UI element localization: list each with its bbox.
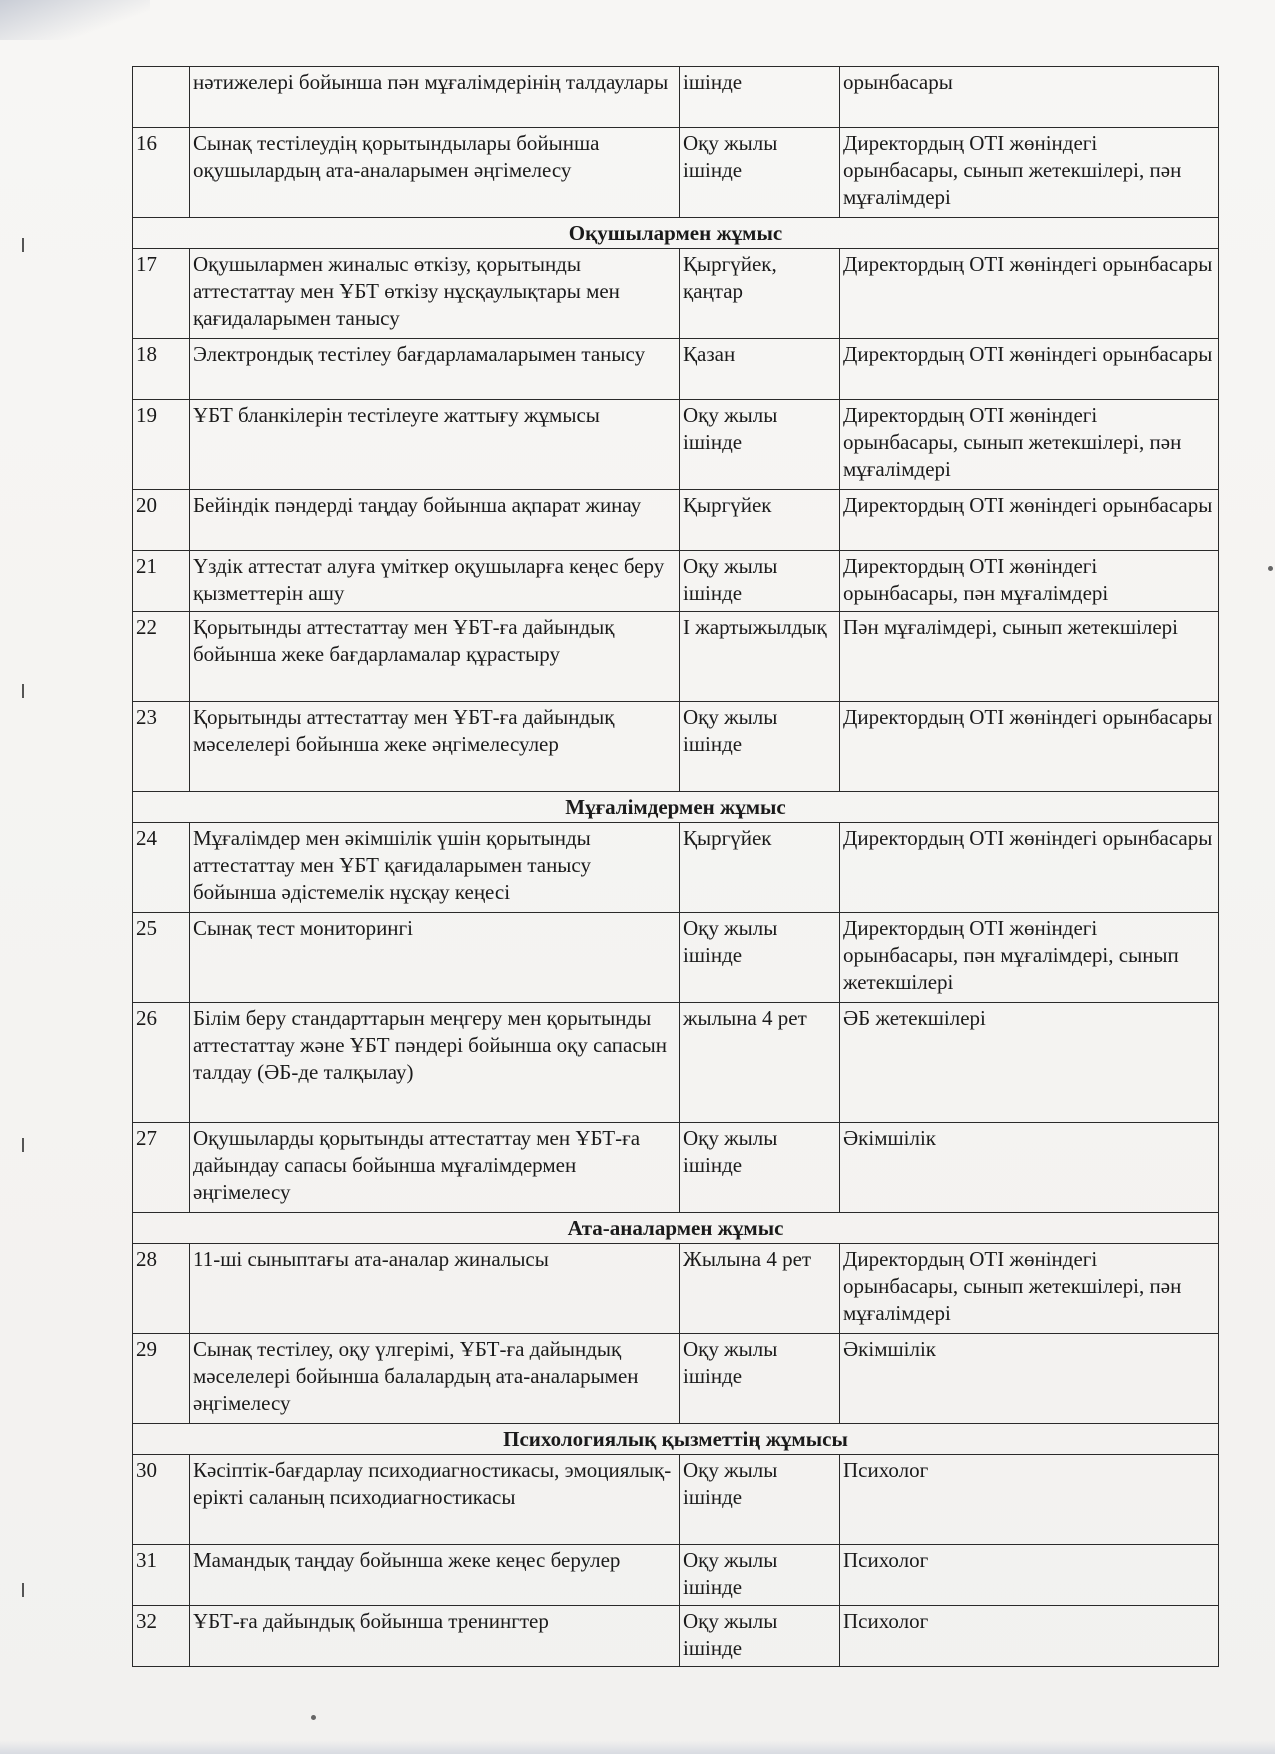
timeframe-cell: Оқу жылы ішінде <box>680 1123 840 1213</box>
responsible-cell: Директордың ОТІ жөніндегі орынбасары, пән мұғалімдері <box>840 551 1219 612</box>
responsible-cell: Әкімшілік <box>840 1123 1219 1213</box>
timeframe-cell: І жартыжылдық <box>680 612 840 702</box>
scan-shadow <box>0 0 150 40</box>
timeframe-cell: Оқу жылы ішінде <box>680 551 840 612</box>
task-cell: ҰБТ бланкілерін тестілеуге жаттығу жұмысы <box>190 400 680 490</box>
work-plan-body <box>133 67 1219 1667</box>
timeframe-cell: Қыргүйек <box>680 490 840 551</box>
table-row <box>133 823 1219 913</box>
timeframe-cell: Оқу жылы ішінде <box>680 128 840 218</box>
margin-mark <box>22 684 24 698</box>
row-number: 21 <box>133 551 190 612</box>
table-row <box>133 551 1219 612</box>
responsible-cell: Психолог <box>840 1606 1219 1667</box>
scan-speck <box>311 1715 316 1720</box>
table-row <box>133 128 1219 218</box>
task-cell: Қорытынды аттестаттау мен ҰБТ-ға дайындық бойынша жеке бағдарламалар құрастыру <box>190 612 680 702</box>
timeframe-cell: Жылына 4 рет <box>680 1244 840 1334</box>
task-cell: Білім беру стандарттарын меңгеру мен қорытынды аттестаттау және ҰБТ пәндері бойынша оқу сапасын талдау (ӘБ-де талқылау) <box>190 1003 680 1123</box>
table-row <box>133 339 1219 400</box>
table-row <box>133 1334 1219 1424</box>
timeframe-cell: Оқу жылы ішінде <box>680 702 840 792</box>
section-header-row <box>133 1213 1219 1244</box>
table-row <box>133 249 1219 339</box>
table-row <box>133 702 1219 792</box>
table-row <box>133 400 1219 490</box>
section-title: Мұғалімдермен жұмыс <box>133 792 1219 823</box>
scan-speck <box>1268 566 1273 571</box>
responsible-cell: Психолог <box>840 1545 1219 1606</box>
row-number: 20 <box>133 490 190 551</box>
section-title: Оқушылармен жұмыс <box>133 218 1219 249</box>
task-cell: нәтижелері бойынша пән мұғалімдерінің талдаулары <box>190 67 680 128</box>
timeframe-cell: Қазан <box>680 339 840 400</box>
responsible-cell: Директордың ОТІ жөніндегі орынбасары, пән мұғалімдері, сынып жетекшілері <box>840 913 1219 1003</box>
task-cell: Оқушылармен жиналыс өткізу, қорытынды аттестаттау мен ҰБТ өткізу нұсқаулықтары мен қағидаларымен танысу <box>190 249 680 339</box>
task-cell: Мұғалімдер мен әкімшілік үшін қорытынды аттестаттау мен ҰБТ қағидаларымен танысу бойынша әдістемелік нұсқау кеңесі <box>190 823 680 913</box>
timeframe-cell: Оқу жылы ішінде <box>680 1455 840 1545</box>
row-number: 23 <box>133 702 190 792</box>
row-number: 32 <box>133 1606 190 1667</box>
row-number: 24 <box>133 823 190 913</box>
row-number: 29 <box>133 1334 190 1424</box>
responsible-cell: Директордың ОТІ жөніндегі орынбасары <box>840 490 1219 551</box>
timeframe-cell: Қыргүйек <box>680 823 840 913</box>
row-number: 17 <box>133 249 190 339</box>
timeframe-cell: ішінде <box>680 67 840 128</box>
task-cell: Сынақ тестілеудің қорытындылары бойынша оқушылардың ата-аналарымен әңгімелесу <box>190 128 680 218</box>
table-row <box>133 67 1219 128</box>
table-row <box>133 1123 1219 1213</box>
timeframe-cell: Оқу жылы ішінде <box>680 1334 840 1424</box>
responsible-cell: Директордың ОТІ жөніндегі орынбасары, сынып жетекшілері, пән мұғалімдері <box>840 400 1219 490</box>
responsible-cell: Психолог <box>840 1455 1219 1545</box>
table-row <box>133 1606 1219 1667</box>
margin-mark <box>22 1138 24 1152</box>
timeframe-cell: жылына 4 рет <box>680 1003 840 1123</box>
task-cell: Бейіндік пәндерді таңдау бойынша ақпарат жинау <box>190 490 680 551</box>
scan-bottom-edge <box>0 1740 1275 1754</box>
section-header-row <box>133 1424 1219 1455</box>
work-plan-table <box>132 66 1219 1667</box>
task-cell: Кәсіптік-бағдарлау психодиагностикасы, эмоциялық-ерікті саланың психодиагностикасы <box>190 1455 680 1545</box>
timeframe-cell: Оқу жылы ішінде <box>680 913 840 1003</box>
responsible-cell: орынбасары <box>840 67 1219 128</box>
table-row <box>133 612 1219 702</box>
table-row <box>133 1545 1219 1606</box>
task-cell: Үздік аттестат алуға үміткер оқушыларға кеңес беру қызметтерін ашу <box>190 551 680 612</box>
row-number: 19 <box>133 400 190 490</box>
responsible-cell: Директордың ОТІ жөніндегі орынбасары, сынып жетекшілері, пән мұғалімдері <box>840 1244 1219 1334</box>
table-row <box>133 490 1219 551</box>
row-number: 22 <box>133 612 190 702</box>
responsible-cell: Директордың ОТІ жөніндегі орынбасары <box>840 339 1219 400</box>
table-row <box>133 1455 1219 1545</box>
row-number: 26 <box>133 1003 190 1123</box>
row-number: 31 <box>133 1545 190 1606</box>
responsible-cell: Пән мұғалімдері, сынып жетекшілері <box>840 612 1219 702</box>
row-number: 18 <box>133 339 190 400</box>
timeframe-cell: Оқу жылы ішінде <box>680 1545 840 1606</box>
section-title: Ата-аналармен жұмыс <box>133 1213 1219 1244</box>
timeframe-cell: Қыргүйек, қаңтар <box>680 249 840 339</box>
margin-mark <box>22 238 24 252</box>
row-number: 30 <box>133 1455 190 1545</box>
task-cell: Сынақ тестілеу, оқу үлгерімі, ҰБТ-ға дайындық мәселелері бойынша балалардың ата-аналарымен әңгімелесу <box>190 1334 680 1424</box>
row-number: 16 <box>133 128 190 218</box>
responsible-cell: ӘБ жетекшілері <box>840 1003 1219 1123</box>
responsible-cell: Директордың ОТІ жөніндегі орынбасары <box>840 249 1219 339</box>
responsible-cell: Әкімшілік <box>840 1334 1219 1424</box>
responsible-cell: Директордың ОТІ жөніндегі орынбасары <box>840 823 1219 913</box>
section-title: Психологиялық қызметтің жұмысы <box>133 1424 1219 1455</box>
task-cell: Оқушыларды қорытынды аттестаттау мен ҰБТ-ға дайындау сапасы бойынша мұғалімдермен әңгімелесу <box>190 1123 680 1213</box>
task-cell: Мамандық таңдау бойынша жеке кеңес берулер <box>190 1545 680 1606</box>
table-row <box>133 913 1219 1003</box>
task-cell: Қорытынды аттестаттау мен ҰБТ-ға дайындық мәселелері бойынша жеке әңгімелесулер <box>190 702 680 792</box>
task-cell: Электрондық тестілеу бағдарламаларымен танысу <box>190 339 680 400</box>
table-row <box>133 1003 1219 1123</box>
responsible-cell: Директордың ОТІ жөніндегі орынбасары, сынып жетекшілері, пән мұғалімдері <box>840 128 1219 218</box>
task-cell: 11-ші сыныптағы ата-аналар жиналысы <box>190 1244 680 1334</box>
timeframe-cell: Оқу жылы ішінде <box>680 400 840 490</box>
row-number: 27 <box>133 1123 190 1213</box>
section-header-row <box>133 218 1219 249</box>
row-number: 28 <box>133 1244 190 1334</box>
row-number <box>133 67 190 128</box>
table-row <box>133 1244 1219 1334</box>
responsible-cell: Директордың ОТІ жөніндегі орынбасары <box>840 702 1219 792</box>
row-number: 25 <box>133 913 190 1003</box>
margin-mark <box>22 1583 24 1597</box>
task-cell: ҰБТ-ға дайындық бойынша тренингтер <box>190 1606 680 1667</box>
task-cell: Сынақ тест мониторингі <box>190 913 680 1003</box>
timeframe-cell: Оқу жылы ішінде <box>680 1606 840 1667</box>
section-header-row <box>133 792 1219 823</box>
